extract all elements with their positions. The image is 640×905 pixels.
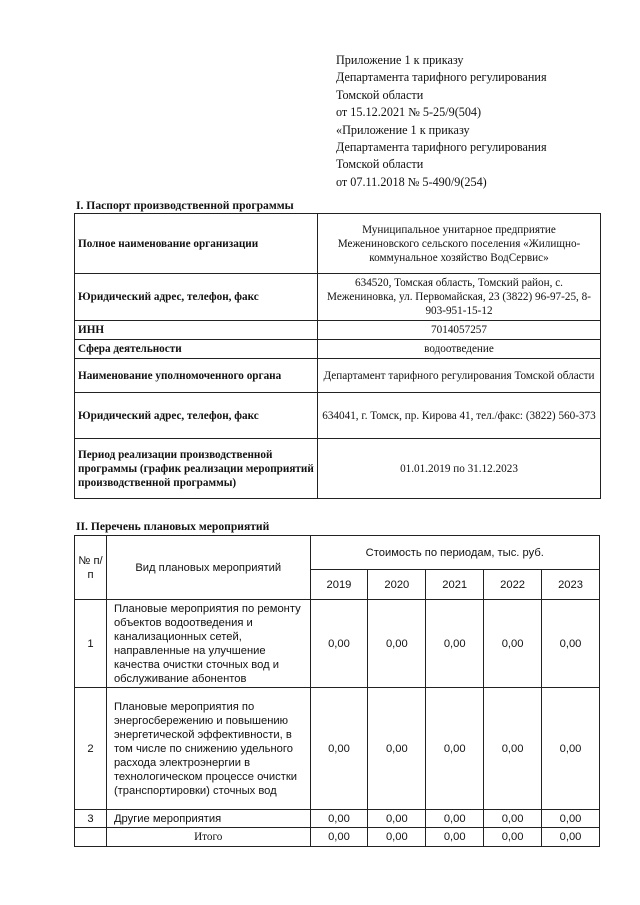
row-value: 0,00 bbox=[426, 810, 484, 828]
appendix-line: Департамента тарифного регулирования bbox=[336, 140, 547, 155]
passport-row bbox=[75, 439, 601, 499]
passport-label: Юридический адрес, телефон, факс bbox=[75, 393, 318, 439]
plan-row bbox=[75, 810, 600, 828]
appendix-line: Приложение 1 к приказу bbox=[336, 53, 464, 67]
row-value: 0,00 bbox=[426, 688, 484, 810]
passport-label: ИНН bbox=[75, 321, 318, 340]
passport-row bbox=[75, 359, 601, 393]
row-value: 0,00 bbox=[484, 600, 542, 688]
row-value: 0,00 bbox=[426, 600, 484, 688]
total-num-cell bbox=[75, 828, 107, 847]
row-name: Плановые мероприятия по энергосбережению и повышению энергетической эффективности, в том числе по снижению удельного расхода электроэнергии в технологическом процессе очистки (транспортировки) сточных вод bbox=[106, 688, 310, 810]
appendix-line: Томской области bbox=[336, 87, 424, 102]
row-value: 0,00 bbox=[368, 810, 426, 828]
passport-row bbox=[75, 214, 601, 274]
plan-total-row bbox=[75, 828, 600, 847]
header-cost: Стоимость по периодам, тыс. руб. bbox=[310, 536, 599, 570]
appendix-line: Департамента тарифного регулирования bbox=[336, 70, 547, 85]
total-value: 0,00 bbox=[310, 828, 368, 847]
row-num: 1 bbox=[75, 600, 107, 688]
passport-row bbox=[75, 321, 601, 340]
appendix-line: Томской области bbox=[336, 157, 424, 172]
row-num: 2 bbox=[75, 688, 107, 810]
row-value: 0,00 bbox=[310, 810, 368, 828]
passport-label: Юридический адрес, телефон, факс bbox=[75, 274, 318, 321]
row-name: Плановые мероприятия по ремонту объектов водоотведения и канализационных сетей, направленные на улучшение качества очистки сточных вод и обслуживание абонентов bbox=[106, 600, 310, 688]
plan-row bbox=[75, 600, 600, 688]
plan-header-row bbox=[75, 536, 600, 570]
header-year: 2021 bbox=[426, 570, 484, 600]
appendix-line: от 15.12.2021 № 5-25/9(504) bbox=[336, 105, 482, 120]
passport-value: Департамент тарифного регулирования Томской области bbox=[318, 359, 601, 393]
row-value: 0,00 bbox=[368, 600, 426, 688]
row-value: 0,00 bbox=[542, 600, 600, 688]
header-year: 2023 bbox=[542, 570, 600, 600]
passport-value: водоотведение bbox=[318, 340, 601, 359]
passport-row bbox=[75, 393, 601, 439]
total-label: Итого bbox=[106, 828, 310, 847]
passport-value: 7014057257 bbox=[318, 321, 601, 340]
appendix-header bbox=[336, 52, 626, 191]
row-num: 3 bbox=[75, 810, 107, 828]
header-year: 2019 bbox=[310, 570, 368, 600]
row-name: Другие мероприятия bbox=[106, 810, 310, 828]
row-value: 0,00 bbox=[310, 600, 368, 688]
section-1-title: I. Паспорт производственной программы bbox=[76, 199, 294, 212]
passport-label: Полное наименование организации bbox=[75, 214, 318, 274]
header-name: Вид плановых мероприятий bbox=[106, 536, 310, 600]
passport-label: Период реализации производственной программы (график реализации мероприятий производственной программы) bbox=[75, 439, 318, 499]
row-value: 0,00 bbox=[368, 688, 426, 810]
row-value: 0,00 bbox=[542, 688, 600, 810]
header-year: 2020 bbox=[368, 570, 426, 600]
row-value: 0,00 bbox=[542, 810, 600, 828]
header-year: 2022 bbox=[484, 570, 542, 600]
total-value: 0,00 bbox=[426, 828, 484, 847]
passport-row bbox=[75, 340, 601, 359]
appendix-line: от 07.11.2018 № 5-490/9(254) bbox=[336, 174, 487, 189]
passport-value: 01.01.2019 по 31.12.2023 bbox=[318, 439, 601, 499]
row-value: 0,00 bbox=[484, 810, 542, 828]
passport-label: Сфера деятельности bbox=[75, 340, 318, 359]
total-value: 0,00 bbox=[484, 828, 542, 847]
passport-table bbox=[74, 213, 601, 499]
passport-row bbox=[75, 274, 601, 321]
total-value: 0,00 bbox=[542, 828, 600, 847]
passport-value: Муниципальное унитарное предприятие Межениновского сельского поселения «Жилищно-коммунальное хозяйство ВодСервис» bbox=[318, 214, 601, 274]
appendix-line: «Приложение 1 к приказу bbox=[336, 122, 470, 137]
plan-row bbox=[75, 688, 600, 810]
total-value: 0,00 bbox=[368, 828, 426, 847]
row-value: 0,00 bbox=[484, 688, 542, 810]
row-value: 0,00 bbox=[310, 688, 368, 810]
passport-label: Наименование уполномоченного органа bbox=[75, 359, 318, 393]
section-2-title: II. Перечень плановых мероприятий bbox=[76, 520, 270, 533]
plan-table bbox=[74, 535, 600, 847]
passport-value: 634041, г. Томск, пр. Кирова 41, тел./факс: (3822) 560-373 bbox=[318, 393, 601, 439]
header-num: № п/п bbox=[75, 536, 107, 600]
passport-value: 634520, Томская область, Томский район, с. Межениновка, ул. Первомайская, 23 (3822) 96-97-25, 8-903-951-15-12 bbox=[318, 274, 601, 321]
